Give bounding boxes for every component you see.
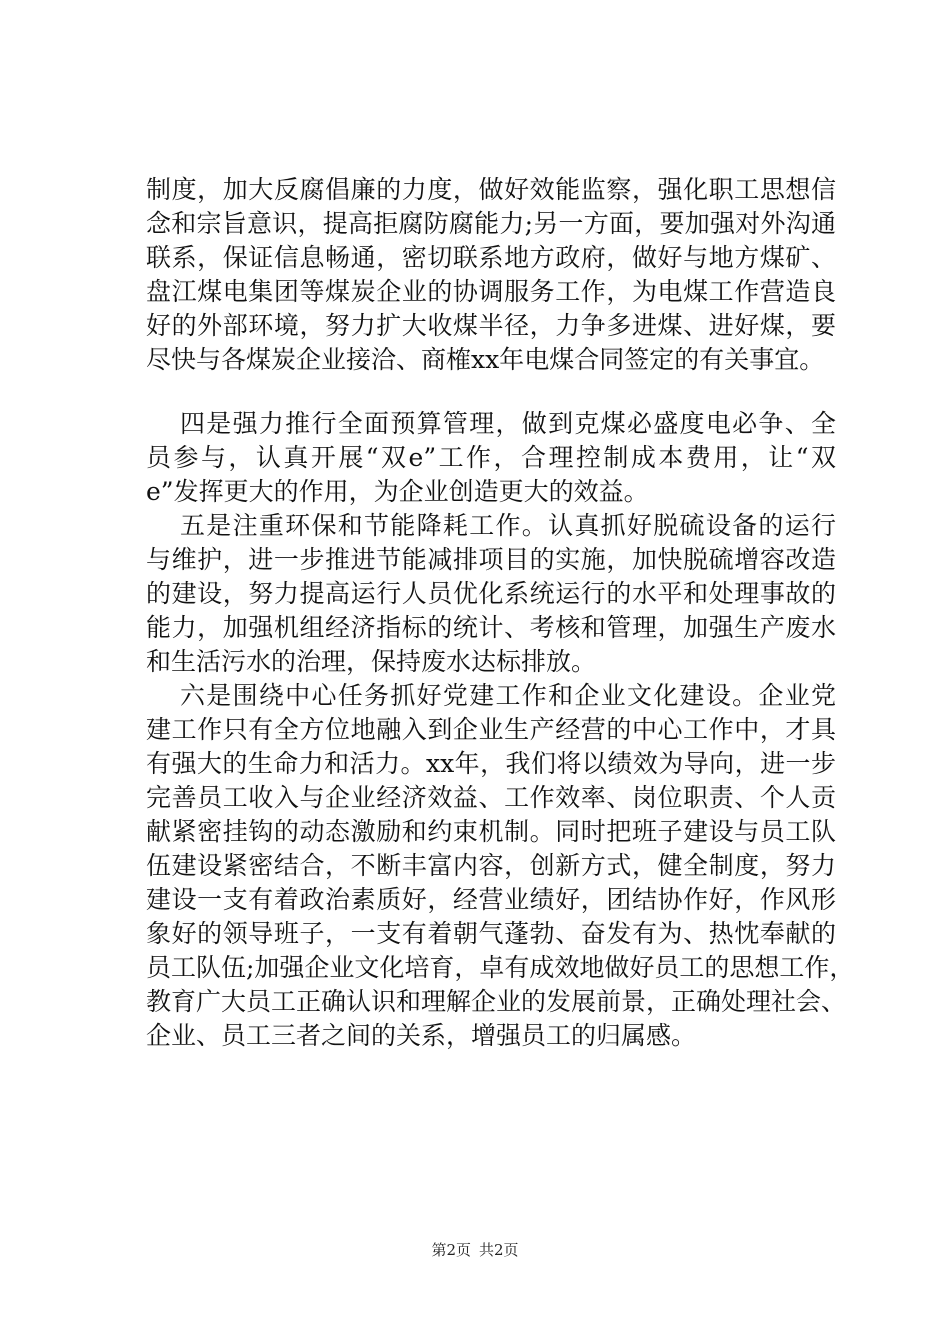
paragraph-4-line-10: 教育广大员工正确认识和理解企业的发展前景，正确处理社会、 [146,987,847,1016]
paragraph-1-line-4: 盘江煤电集团等煤炭企业的协调服务工作，为电煤工作营造良 [146,277,836,306]
paragraph-3-line-4: 能力，加强机组经济指标的统计、考核和管理，加强生产废水 [146,613,836,642]
paragraph-4-line-11: 企业、员工三者之间的关系，增强员工的归属感。 [146,1021,697,1050]
paragraph-4-line-9: 员工队伍;加强企业文化培育，卓有成效地做好员工的思想工作， [146,953,855,982]
paragraph-2-line-1: 四是强力推行全面预算管理，做到克煤必盛度电必争、全 [180,409,836,438]
paragraph-1-line-5: 好的外部环境，努力扩大收煤半径，力争多进煤、进好煤，要 [146,311,836,340]
paragraph-2-line-3: e”发挥更大的作用，为企业创造更大的效益。 [146,477,649,506]
paragraph-1-line-3: 联系，保证信息畅通，密切联系地方政府，做好与地方煤矿、 [146,243,836,272]
paragraph-3-line-3: 的建设，努力提高运行人员优化系统运行的水平和处理事故的 [146,579,836,608]
paragraph-4-line-2: 建工作只有全方位地融入到企业生产经营的中心工作中，才具 [146,715,836,744]
paragraph-4-line-1: 六是围绕中心任务抓好党建工作和企业文化建设。企业党 [180,681,836,710]
paragraph-4-line-5: 献紧密挂钩的动态激励和约束机制。同时把班子建设与员工队 [146,817,836,846]
paragraph-3-line-2: 与维护，进一步推进节能减排项目的实施，加快脱硫增容改造 [146,545,836,574]
paragraph-4-line-7: 建设一支有着政治素质好，经营业绩好，团结协作好，作风形 [146,885,836,914]
page-total: 共2页 [479,1241,519,1259]
paragraph-4-line-4: 完善员工收入与企业经济效益、工作效率、岗位职责、个人贡 [146,783,836,812]
page-number: 第2页 [431,1241,471,1259]
paragraph-3-line-5: 和生活污水的治理，保持废水达标排放。 [146,647,597,676]
paragraph-1-line-2: 念和宗旨意识，提高拒腐防腐能力;另一方面，要加强对外沟通 [146,209,836,238]
paragraph-2-line-2: 员参与，认真开展“双e”工作，合理控制成本费用，让“双 [146,443,836,472]
paragraph-1-line-6: 尽快与各煤炭企业接洽、商榷xx年电煤合同签定的有关事宜。 [146,345,825,374]
page-footer [0,1240,950,1260]
paragraph-4-line-8: 象好的领导班子，一支有着朝气蓬勃、奋发有为、热忱奉献的 [146,919,836,948]
paragraph-4-line-3: 有强大的生命力和活力。xx年，我们将以绩效为导向，进一步 [146,749,836,778]
paragraph-1-line-1: 制度，加大反腐倡廉的力度，做好效能监察，强化职工思想信 [146,175,836,204]
paragraph-4-line-6: 伍建设紧密结合，不断丰富内容，创新方式，健全制度，努力 [146,851,836,880]
paragraph-3-line-1: 五是注重环保和节能降耗工作。认真抓好脱硫设备的运行 [180,511,836,540]
